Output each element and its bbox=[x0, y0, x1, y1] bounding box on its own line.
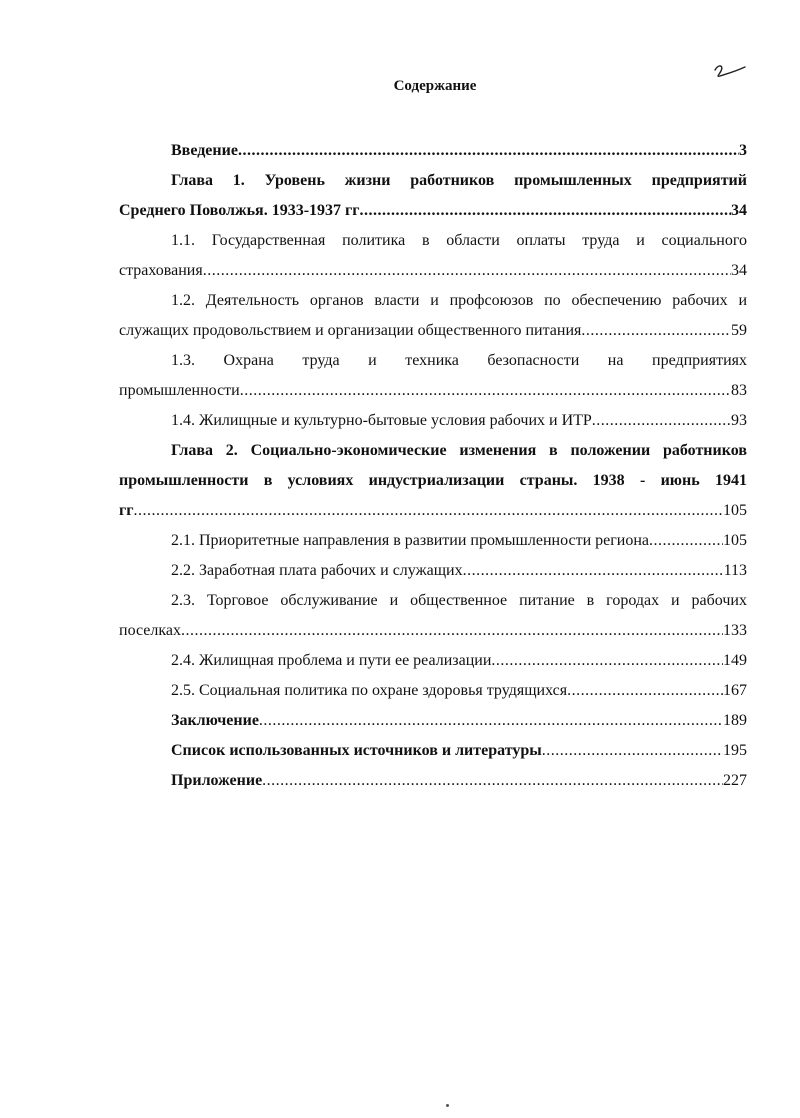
toc-entry-title-line: 2.3. Торговое обслуживание и общественное питание в городах и рабочих bbox=[171, 592, 747, 609]
toc-entry-title: 2.2. Заработная плата рабочих и служащих bbox=[171, 562, 463, 579]
dot-leader bbox=[134, 496, 723, 526]
toc-entry-title: Приложение bbox=[171, 772, 263, 789]
toc-entry-title-line: 1.2. Деятельность органов власти и профсоюзов по обеспечению рабочих и bbox=[171, 292, 747, 309]
toc-page-number: 93 bbox=[731, 412, 747, 429]
toc-entry-2-4[interactable] bbox=[119, 646, 747, 676]
toc-entry-title-line: 1.3. Охрана труда и техника безопасности на предприятиях bbox=[171, 352, 747, 369]
toc-page-number: 105 bbox=[723, 502, 747, 519]
toc-entry-chapter-1[interactable] bbox=[119, 166, 747, 226]
toc-entry-title-line: 1.1. Государственная политика в области оплаты труда и социального bbox=[171, 232, 747, 249]
dot-leader bbox=[360, 196, 731, 226]
toc-page-number: 189 bbox=[723, 712, 747, 729]
toc-entry-title: 2.1. Приоритетные направления в развитии промышленности региона bbox=[171, 532, 650, 549]
toc-entry-2-1[interactable] bbox=[119, 526, 747, 556]
toc-entry-title-line: гг bbox=[119, 502, 134, 519]
toc-entry-introduction[interactable] bbox=[119, 136, 747, 166]
toc-entry-2-3[interactable] bbox=[119, 586, 747, 646]
toc-page-number: 149 bbox=[723, 652, 747, 669]
dot-leader bbox=[181, 616, 723, 646]
dot-leader bbox=[203, 256, 731, 286]
dot-leader bbox=[567, 676, 723, 706]
toc-entry-1-4[interactable] bbox=[119, 406, 747, 436]
dot-leader bbox=[262, 766, 723, 796]
toc-entry-title: 1.4. Жилищные и культурно-бытовые условия рабочих и ИТР bbox=[171, 412, 592, 429]
toc-entry-title: Список использованных источников и литературы bbox=[171, 742, 542, 759]
toc-page-number: 59 bbox=[731, 322, 747, 339]
toc-entry-title-line: Среднего Поволжья. 1933-1937 гг bbox=[119, 202, 360, 219]
toc-entry-title-line: поселках bbox=[119, 622, 181, 639]
toc-entry-conclusion[interactable] bbox=[119, 706, 747, 736]
toc-page-number: 113 bbox=[723, 562, 747, 579]
toc-entry-title: Введение bbox=[171, 142, 238, 159]
toc-entry-title-line: промышленности bbox=[119, 382, 240, 399]
toc-entry-bibliography[interactable] bbox=[119, 736, 747, 766]
toc-entry-title-line: страхования bbox=[119, 262, 203, 279]
toc-entry-title: 2.4. Жилищная проблема и пути ее реализации bbox=[171, 652, 492, 669]
toc-entry-chapter-2[interactable] bbox=[119, 436, 747, 526]
toc-entry-title: 2.5. Социальная политика по охране здоровья трудящихся bbox=[171, 682, 568, 699]
dot-leader bbox=[238, 136, 739, 166]
toc-entry-appendix[interactable] bbox=[119, 766, 747, 796]
toc-page-number: 195 bbox=[723, 742, 747, 759]
dot-leader bbox=[491, 646, 723, 676]
dot-leader bbox=[542, 736, 723, 766]
toc-entry-title-line: Глава 2. Социально-экономические изменения в положении работников bbox=[171, 442, 747, 459]
toc-entry-1-1[interactable] bbox=[119, 226, 747, 286]
dot-leader bbox=[649, 526, 723, 556]
dot-leader bbox=[240, 376, 731, 406]
toc-entry-title: Заключение bbox=[171, 712, 259, 729]
table-of-contents bbox=[119, 136, 747, 796]
toc-entry-title-line: служащих продовольствием и организации общественного питания bbox=[119, 322, 582, 339]
toc-page-number: 227 bbox=[723, 772, 747, 789]
scan-speck bbox=[446, 1104, 449, 1107]
dot-leader bbox=[259, 706, 723, 736]
toc-page-number: 105 bbox=[723, 532, 747, 549]
toc-entry-1-2[interactable] bbox=[119, 286, 747, 346]
toc-entry-2-2[interactable] bbox=[119, 556, 747, 586]
toc-page-number: 34 bbox=[731, 262, 747, 279]
toc-entry-2-5[interactable] bbox=[119, 676, 747, 706]
toc-page-number: 3 bbox=[739, 142, 747, 159]
dot-leader bbox=[463, 556, 724, 586]
dot-leader bbox=[581, 316, 731, 346]
toc-page-number: 133 bbox=[723, 622, 747, 639]
page-title: Содержание bbox=[393, 78, 477, 94]
toc-page-number: 83 bbox=[731, 382, 747, 399]
toc-page-number: 167 bbox=[723, 682, 747, 699]
toc-page-number: 34 bbox=[731, 202, 747, 219]
toc-entry-1-3[interactable] bbox=[119, 346, 747, 406]
dot-leader bbox=[592, 406, 731, 436]
toc-entry-title-line: промышленности в условиях индустриализации страны. 1938 - июнь 1941 bbox=[119, 472, 747, 489]
toc-entry-title-line: Глава 1. Уровень жизни работников промышленных предприятий bbox=[171, 172, 747, 189]
